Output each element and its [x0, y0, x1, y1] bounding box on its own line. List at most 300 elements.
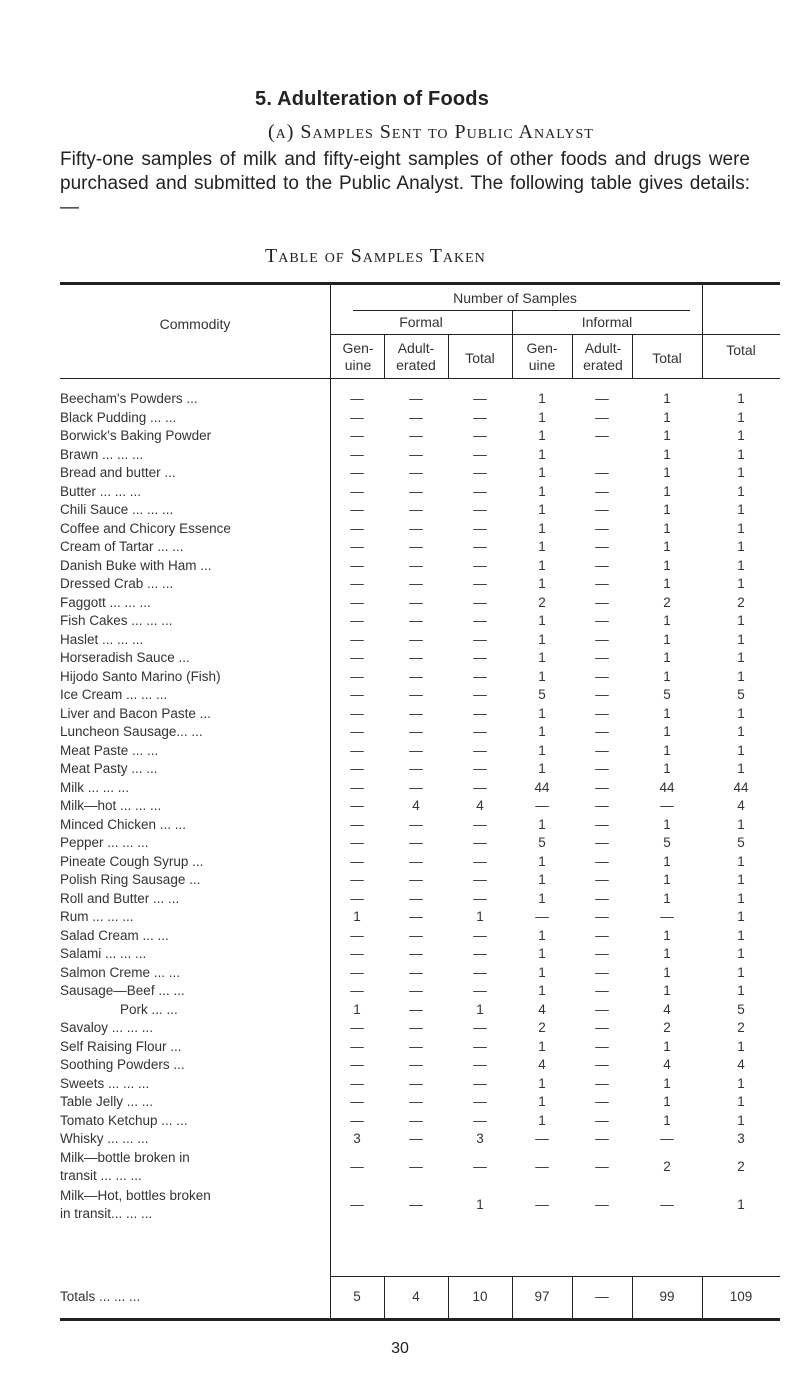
count-cell: 1 [538, 502, 546, 517]
count-cell: — [409, 853, 423, 869]
count-cell: — [535, 798, 549, 813]
count-cell: — [350, 1057, 364, 1072]
count-cell: 1 [737, 964, 745, 980]
count-cell: — [473, 446, 487, 462]
page-number: 30 [391, 1340, 409, 1357]
column-divider [572, 334, 573, 378]
count-cell: 1 [353, 909, 361, 924]
count-cell: 1 [663, 631, 671, 647]
count-cell: — [409, 483, 423, 499]
commodity-name: Faggott ... ... ... [60, 594, 151, 610]
count-cell: 4 [412, 798, 420, 813]
count-cell: 2 [737, 594, 745, 610]
count-cell: — [409, 946, 423, 961]
count-cell: — [473, 872, 487, 887]
count-cell: — [595, 428, 609, 443]
count-cell: — [473, 927, 487, 943]
count-cell: 5 [737, 835, 745, 850]
count-cell: — [350, 705, 364, 721]
commodity-name: Borwick's Baking Powder [60, 428, 212, 443]
count-cell: — [350, 668, 364, 684]
count-cell: 5 [663, 835, 671, 850]
count-cell: 1 [737, 872, 745, 887]
count-cell: — [535, 1131, 549, 1146]
table-row [60, 927, 780, 945]
commodity-name: Table Jelly ... ... [60, 1094, 154, 1109]
count-cell: — [350, 631, 364, 647]
count-cell: — [350, 872, 364, 887]
count-cell: — [660, 909, 674, 924]
count-cell: 1 [737, 668, 745, 684]
count-cell: 1 [737, 742, 745, 758]
commodity-name: Black Pudding ... ... [60, 409, 177, 425]
count-cell: — [473, 539, 487, 554]
count-cell: — [473, 483, 487, 499]
table-row [60, 649, 780, 667]
count-cell: — [409, 964, 423, 980]
commodity-name: transit ... ... ... [60, 1167, 142, 1183]
table-row [60, 631, 780, 649]
count-cell: — [350, 1094, 364, 1109]
count-cell: 1 [737, 409, 745, 425]
count-cell: 44 [659, 779, 675, 795]
count-cell: — [409, 909, 423, 924]
count-cell: 1 [737, 983, 745, 998]
count-cell: 2 [538, 594, 546, 610]
count-cell: 1 [663, 483, 671, 499]
count-cell: — [473, 1158, 487, 1174]
table-row [60, 409, 780, 427]
header-number-of-samples: Number of Samples [453, 290, 577, 306]
count-cell: — [350, 927, 364, 943]
count-cell: — [473, 1038, 487, 1054]
count-cell: — [595, 502, 609, 517]
header-formal-total: Total [465, 350, 495, 366]
count-cell: 1 [663, 409, 671, 425]
count-cell: — [409, 705, 423, 721]
commodity-name: Dressed Crab ... ... [60, 576, 174, 591]
table-row [60, 760, 780, 778]
table-row [60, 908, 780, 926]
count-cell: 1 [476, 1196, 484, 1212]
count-cell: — [660, 798, 674, 813]
table-row [60, 964, 780, 982]
count-cell: 1 [538, 557, 546, 573]
count-cell: 1 [538, 1038, 546, 1054]
count-cell: — [473, 742, 487, 758]
count-cell: — [350, 1020, 364, 1035]
count-cell: 1 [538, 927, 546, 943]
count-cell: 1 [663, 705, 671, 721]
header-formal: Formal [399, 314, 443, 330]
table-row [60, 1187, 780, 1221]
count-cell: — [350, 853, 364, 869]
count-cell: — [473, 557, 487, 573]
commodity-name: Milk—bottle broken in [60, 1149, 190, 1165]
count-cell: — [409, 409, 423, 425]
count-cell: 1 [538, 853, 546, 869]
count-cell: — [409, 576, 423, 591]
count-cell: — [595, 705, 609, 721]
table-row [60, 668, 780, 686]
count-cell: — [595, 631, 609, 647]
count-cell: — [350, 687, 364, 702]
count-cell: 4 [538, 1057, 546, 1072]
table-row [60, 1093, 780, 1111]
count-cell: — [595, 761, 609, 776]
count-cell: — [350, 983, 364, 998]
count-cell: — [473, 724, 487, 739]
count-cell: — [350, 650, 364, 665]
count-cell: 1 [538, 742, 546, 758]
count-cell: 1 [663, 539, 671, 554]
count-cell: 2 [737, 1020, 745, 1035]
commodity-name: Salad Cream ... ... [60, 927, 169, 943]
column-divider [384, 334, 385, 378]
table-bottom-rule [60, 1318, 780, 1321]
count-cell: — [595, 576, 609, 591]
count-cell: — [595, 539, 609, 554]
header-genuine: Gen- uine [342, 340, 374, 373]
count-cell: — [595, 1020, 609, 1035]
commodity-name: Brawn ... ... ... [60, 446, 144, 462]
count-cell: — [409, 742, 423, 758]
count-cell: — [409, 502, 423, 517]
table-row [60, 853, 780, 871]
commodity-name: Meat Paste ... ... [60, 742, 159, 758]
count-cell: — [350, 798, 364, 813]
count-cell: — [350, 483, 364, 499]
count-cell: 1 [663, 668, 671, 684]
count-cell: 10 [472, 1289, 488, 1304]
count-cell: 1 [538, 724, 546, 739]
count-cell: 1 [663, 576, 671, 591]
count-cell: — [473, 964, 487, 980]
count-cell: 2 [663, 1158, 671, 1174]
count-cell: — [409, 539, 423, 554]
count-cell: 109 [729, 1289, 753, 1304]
count-cell: — [350, 1196, 364, 1212]
count-cell: — [350, 502, 364, 517]
count-cell: — [473, 1094, 487, 1109]
count-cell: — [595, 1038, 609, 1054]
count-cell: 1 [538, 483, 546, 499]
count-cell: — [409, 1158, 423, 1174]
header-commodity: Commodity [159, 316, 231, 332]
table-row [60, 483, 780, 501]
count-cell: — [595, 927, 609, 943]
count-cell: — [473, 1112, 487, 1128]
count-cell: — [350, 409, 364, 425]
count-cell: 1 [663, 964, 671, 980]
count-cell: 1 [737, 650, 745, 665]
count-cell: — [350, 1075, 364, 1091]
table-row [60, 464, 780, 482]
count-cell: 1 [737, 1075, 745, 1091]
count-cell: 1 [663, 742, 671, 758]
count-cell: 1 [538, 761, 546, 776]
section-heading: 5. Adulteration of Foods [255, 88, 490, 110]
commodity-name: Savaloy ... ... ... [60, 1020, 154, 1035]
count-cell: 1 [538, 1112, 546, 1128]
table-row [60, 520, 780, 538]
commodity-name: Cream of Tartar ... ... [60, 539, 184, 554]
count-cell: — [350, 520, 364, 536]
table-row [60, 871, 780, 889]
count-cell: — [595, 1196, 609, 1212]
count-cell: — [409, 1020, 423, 1035]
count-cell: — [595, 668, 609, 684]
count-cell: — [473, 502, 487, 517]
count-cell: — [595, 872, 609, 887]
count-cell: 4 [476, 798, 484, 813]
count-cell: 1 [663, 557, 671, 573]
table-row [60, 1019, 780, 1037]
count-cell: 44 [733, 779, 749, 795]
table-row [60, 1056, 780, 1074]
count-cell: — [595, 835, 609, 850]
table-row [60, 705, 780, 723]
count-cell: 1 [737, 909, 745, 924]
subsection-heading: (a) Samples Sent to Public Analyst [268, 121, 594, 143]
header-informal-total: Total [652, 350, 682, 366]
count-cell: — [595, 483, 609, 499]
count-cell: — [473, 983, 487, 998]
totals-rule [330, 1276, 780, 1277]
commodity-name: Polish Ring Sausage ... [60, 872, 201, 887]
count-cell: — [473, 853, 487, 869]
count-cell: — [409, 927, 423, 943]
commodity-name: Butter ... ... ... [60, 483, 142, 499]
header-informal: Informal [581, 314, 633, 330]
count-cell: — [409, 816, 423, 832]
count-cell: — [595, 650, 609, 665]
count-cell: — [473, 520, 487, 536]
table-row [60, 797, 780, 815]
count-cell: 1 [737, 1094, 745, 1109]
count-cell: 1 [737, 539, 745, 554]
count-cell: 5 [538, 835, 546, 850]
count-cell: 1 [476, 1001, 484, 1017]
count-cell: — [595, 890, 609, 906]
header-adulterated: Adult- erated [583, 340, 623, 373]
table-row [60, 557, 780, 575]
count-cell: 1 [663, 465, 671, 480]
count-cell: 44 [534, 779, 550, 795]
count-cell: 1 [663, 1075, 671, 1091]
count-cell: — [350, 428, 364, 443]
commodity-name: Beecham's Powders ... [60, 391, 198, 406]
count-cell: 1 [663, 613, 671, 628]
table-row [60, 1130, 780, 1148]
count-cell: 1 [663, 520, 671, 536]
commodity-name: Self Raising Flour ... [60, 1038, 182, 1054]
commodity-name: Bread and butter ... [60, 465, 176, 480]
count-cell: 1 [663, 761, 671, 776]
count-cell: — [473, 705, 487, 721]
count-cell: — [409, 428, 423, 443]
count-cell: — [409, 1131, 423, 1146]
count-cell: 1 [737, 465, 745, 480]
count-cell: — [473, 890, 487, 906]
count-cell: — [595, 1057, 609, 1072]
count-cell: 4 [663, 1001, 671, 1017]
commodity-name: Soothing Powders ... [60, 1057, 185, 1072]
count-cell: — [350, 465, 364, 480]
count-cell: 2 [538, 1020, 546, 1035]
count-cell: — [595, 594, 609, 610]
count-cell: — [595, 1112, 609, 1128]
commodity-name: Pineate Cough Syrup ... [60, 853, 204, 869]
count-cell: — [409, 724, 423, 739]
count-cell: — [595, 1094, 609, 1109]
count-cell: 1 [663, 872, 671, 887]
table-row [60, 501, 780, 519]
count-cell: 1 [538, 650, 546, 665]
count-cell: 1 [538, 465, 546, 480]
table-row [60, 779, 780, 797]
count-cell: 1 [737, 428, 745, 443]
commodity-name: Minced Chicken ... ... [60, 816, 187, 832]
count-cell: 1 [737, 927, 745, 943]
table-row [60, 594, 780, 612]
commodity-name: Tomato Ketchup ... ... [60, 1112, 188, 1128]
count-cell: 3 [476, 1131, 484, 1146]
count-cell: 1 [663, 650, 671, 665]
count-cell: 1 [737, 816, 745, 832]
count-cell: 1 [663, 1038, 671, 1054]
column-divider [702, 283, 703, 378]
count-cell: 1 [663, 391, 671, 406]
count-cell: — [409, 391, 423, 406]
count-cell: 1 [737, 1038, 745, 1054]
count-cell: — [409, 631, 423, 647]
count-cell: — [595, 742, 609, 758]
table-row [60, 612, 780, 630]
count-cell: 5 [737, 687, 745, 702]
count-cell: 1 [538, 428, 546, 443]
count-cell: — [409, 557, 423, 573]
count-cell: — [473, 835, 487, 850]
count-cell: — [595, 1289, 609, 1304]
count-cell: — [409, 779, 423, 795]
count-cell: — [409, 594, 423, 610]
formal-informal-rule [353, 310, 690, 311]
count-cell: 1 [538, 539, 546, 554]
count-cell: — [535, 1196, 549, 1212]
count-cell: — [535, 909, 549, 924]
count-cell: 4 [663, 1057, 671, 1072]
count-cell: — [350, 816, 364, 832]
header-adulterated: Adult- erated [396, 340, 436, 373]
commodity-name: Luncheon Sausage... ... [60, 724, 203, 739]
count-cell: 1 [737, 520, 745, 536]
table-row [60, 945, 780, 963]
commodity-name: Coffee and Chicory Essence [60, 520, 231, 536]
commodity-name: Milk—hot ... ... ... [60, 798, 162, 813]
count-cell: — [595, 724, 609, 739]
table-row [60, 1001, 780, 1019]
table-row [60, 538, 780, 556]
commodity-name: Salmon Creme ... ... [60, 964, 181, 980]
count-cell: — [595, 520, 609, 536]
count-cell: — [350, 594, 364, 610]
count-cell: 1 [663, 446, 671, 462]
count-cell: 99 [659, 1289, 675, 1304]
count-cell: 1 [737, 761, 745, 776]
count-cell: — [350, 557, 364, 573]
count-cell: — [409, 613, 423, 628]
count-cell: 1 [737, 631, 745, 647]
count-cell: 2 [737, 1158, 745, 1174]
count-cell: — [473, 428, 487, 443]
table-row [60, 1075, 780, 1093]
count-cell: 5 [538, 687, 546, 702]
commodity-name: Milk ... ... ... [60, 779, 130, 795]
count-cell: — [409, 687, 423, 702]
count-cell: 1 [663, 853, 671, 869]
count-cell [572, 446, 632, 464]
commodity-name: Pepper ... ... ... [60, 835, 149, 850]
table-row [60, 723, 780, 741]
count-cell: — [595, 1131, 609, 1146]
count-cell: — [595, 983, 609, 998]
table-row [60, 816, 780, 834]
count-cell: 5 [353, 1289, 361, 1304]
count-cell: — [473, 687, 487, 702]
count-cell: — [350, 539, 364, 554]
intro-paragraph: Fifty-one samples of milk and fifty-eight samples of other foods and drugs were purchased and submitted to the Public Analyst. The following table gives details:— [60, 149, 750, 218]
count-cell: 1 [663, 816, 671, 832]
count-cell: — [595, 1075, 609, 1091]
count-cell: 2 [663, 1020, 671, 1035]
count-cell: 1 [663, 428, 671, 443]
count-cell: — [350, 890, 364, 906]
count-cell: — [409, 650, 423, 665]
count-cell: 1 [737, 446, 745, 462]
header-genuine: Gen- uine [526, 340, 558, 373]
count-cell: — [595, 465, 609, 480]
count-cell: 1 [538, 576, 546, 591]
count-cell: 5 [663, 687, 671, 702]
count-cell: 1 [538, 983, 546, 998]
count-cell: — [473, 779, 487, 795]
count-cell: 1 [538, 1075, 546, 1091]
count-cell: 1 [663, 1094, 671, 1109]
count-cell: — [473, 465, 487, 480]
count-cell: 1 [737, 576, 745, 591]
count-cell: — [473, 1075, 487, 1091]
commodity-name: Meat Pasty ... ... [60, 761, 158, 776]
table-row [60, 1038, 780, 1056]
count-cell: — [409, 1112, 423, 1128]
commodity-name: Chili Sauce ... ... ... [60, 502, 174, 517]
count-cell: — [595, 946, 609, 961]
count-cell: — [595, 557, 609, 573]
count-cell: — [473, 650, 487, 665]
count-cell: — [350, 1112, 364, 1128]
count-cell: 1 [737, 853, 745, 869]
commodity-name: Danish Buke with Ham ... [60, 557, 212, 573]
count-cell: 1 [737, 557, 745, 573]
count-cell: 1 [737, 391, 745, 406]
count-cell: 1 [538, 705, 546, 721]
count-cell: — [595, 687, 609, 702]
count-cell: 1 [538, 391, 546, 406]
count-cell: — [473, 391, 487, 406]
count-cell: — [595, 853, 609, 869]
count-cell: — [350, 742, 364, 758]
